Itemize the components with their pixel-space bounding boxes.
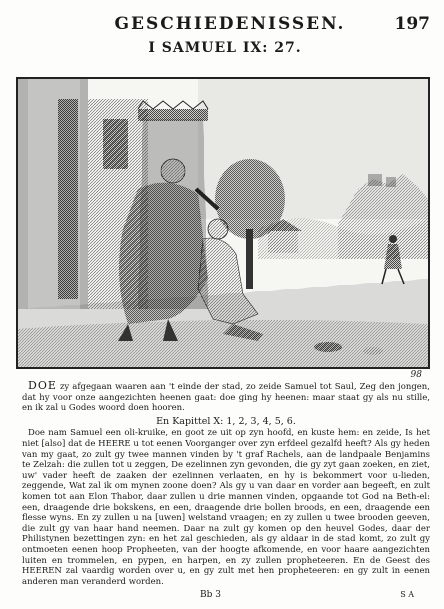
paragraph-2: Doe nam Samuel een oli-kruike, en goot ze uit op zyn hoofd, en kuste hem: en zeide, Is het niet [also] dat de HEERE u tot eenen Voorganger over zyn erfdeel gezalfd heeft? Als gy heden van my gaat, zo zult gy twee mannen vinden by 't graf Rachels, aan de landpaale Benjamins te Zelzah: die zullen tot u zeggen, De ezelinnen zyn gevonden, die gy zyt gaan zoeken, en ziet, uw' vader heeft de zaaken der ezelinnen verlaaten, en hy is bekommert voor u-lieden, zeggende, Wat zal ik om mynen zoone doen? Als gy u van daar en vorder aan begeeft, en zult komen tot aan Elon Thabor, daar zullen u drie mannen vinden, opgaande tot God na Beth-el: een, draagende drie bokskens, en een, draagende drie bollen broods, en een, draagende een flesse wyns. En zy zullen u na [uwen] welstand vraagen; en zy zullen u twee brooden geeven, die zult gy van haar hand neemen. Daar na zult gy komen op den heuvel Godes, daar der Philistynen bezettingen zyn: en het zal geschieden, als gy aldaar in de stad komt, zo zult gy ontmoeten eenen hoop Propheeten, van der hoogte afkomende, en voor haare aangezichten luiten en trommelen, en pypen, en harpen, en zy zullen propheteeren. En de Geest des HEEREN zal vaardig worden over u, en gy zult met hen propheteeren: en gy zult in eenen anderen man veranderd worden. [22, 428, 430, 587]
scripture-reference: I SAMUEL IX: 27. [148, 40, 302, 56]
page-number: 197 [394, 14, 430, 34]
running-head: GESCHIEDENISSEN. [114, 14, 346, 34]
engraving-artwork [18, 79, 428, 367]
plate-number: 98 [410, 370, 422, 380]
catchword-mark: S A [400, 590, 414, 599]
paragraph-1 [22, 381, 430, 414]
chapter-heading: En Kapittel X: 1, 2, 3, 4, 5, 6. [156, 415, 296, 427]
body-text [22, 381, 430, 587]
paragraph-1-text: zy afgegaan waaren aan 't einde der stad, zo zeide Samuel tot Saul, Zeg den jongen, dat hy voor onze aangezichten heenen gaat: doe ging hy heenen: maar staat gy als nu stille, en ik zal u Godes woord doen hooren. [22, 382, 430, 414]
paragraph-1-opening-word: DOE [28, 379, 57, 392]
engraving-illustration [16, 77, 430, 369]
signature-mark: Bb 3 [200, 590, 221, 600]
